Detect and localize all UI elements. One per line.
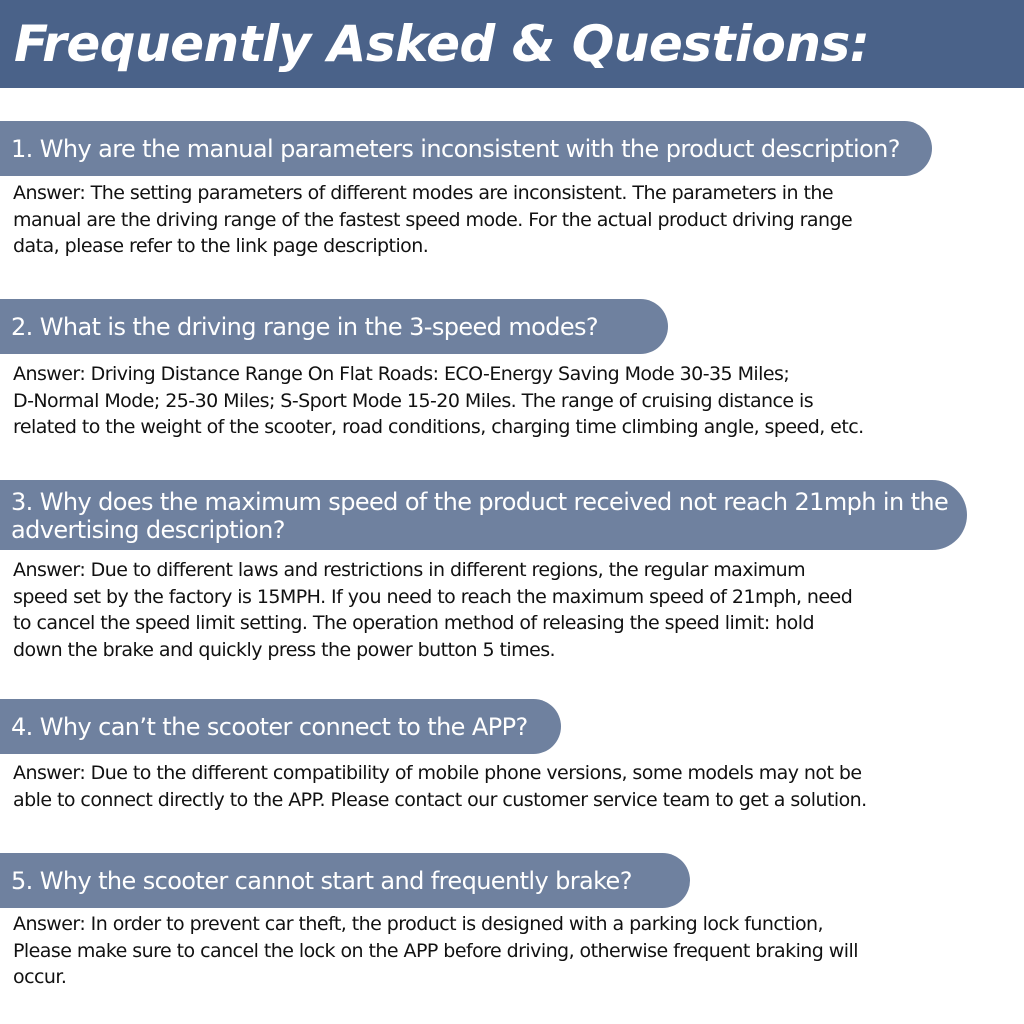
faq-question-5-text: 5. Why the scooter cannot start and frequently brake? <box>11 866 632 895</box>
faq-question-1-text: 1. Why are the manual parameters inconsistent with the product description? <box>11 134 900 163</box>
faq-question-3-text <box>11 488 948 544</box>
faq-answer-1-line-2: manual are the driving range of the fastest speed mode. For the actual product driving range <box>13 208 853 231</box>
faq-answer-3-line-1: Answer: Due to different laws and restrictions in different regions, the regular maximum <box>13 559 806 581</box>
faq-answer-4 <box>13 760 1013 813</box>
page-title: Frequently Asked & Questions: <box>14 15 870 73</box>
faq-answer-5-line-2: Please make sure to cancel the lock on the APP before driving, otherwise frequent braking will <box>13 939 858 962</box>
faq-question-3-line-2: advertising description? <box>11 516 285 544</box>
faq-answer-2 <box>13 361 1013 441</box>
faq-question-2 <box>0 299 668 354</box>
faq-answer-3-line-4: down the brake and quickly press the power button 5 times. <box>13 638 556 661</box>
faq-answer-2-line-1: Answer: Driving Distance Range On Flat Roads: ECO-Energy Saving Mode 30-35 Miles; <box>13 363 790 385</box>
faq-answer-3 <box>13 557 1013 663</box>
faq-question-4 <box>0 699 561 754</box>
faq-answer-1-line-3: data, please refer to the link page description. <box>13 235 429 257</box>
faq-answer-4-line-2: able to connect directly to the APP. Please contact our customer service team to get a solution. <box>13 788 867 811</box>
faq-question-3 <box>0 480 967 550</box>
faq-answer-3-line-3: to cancel the speed limit setting. The operation method of releasing the speed limit: hold <box>13 612 814 634</box>
faq-answer-2-line-2: D-Normal Mode; 25-30 Miles; S-Sport Mode 15-20 Miles. The range of cruising distance is <box>13 389 814 412</box>
faq-question-5 <box>0 853 690 908</box>
faq-answer-1-line-1: Answer: The setting parameters of different modes are inconsistent. The parameters in the <box>13 182 834 204</box>
faq-answer-5-line-3: occur. <box>13 966 67 988</box>
faq-question-1 <box>0 121 932 176</box>
faq-question-4-text: 4. Why can’t the scooter connect to the APP? <box>11 712 528 741</box>
header-banner <box>0 0 1024 88</box>
faq-answer-4-line-1: Answer: Due to the different compatibility of mobile phone versions, some models may not be <box>13 762 862 784</box>
faq-question-2-text: 2. What is the driving range in the 3-speed modes? <box>11 312 599 341</box>
faq-answer-5 <box>13 911 1013 991</box>
faq-answer-1 <box>13 180 1013 260</box>
faq-answer-2-line-3: related to the weight of the scooter, road conditions, charging time climbing angle, speed, etc. <box>13 416 864 438</box>
faq-answer-3-line-2: speed set by the factory is 15MPH. If you need to reach the maximum speed of 21mph, need <box>13 585 853 608</box>
faq-answer-5-line-1: Answer: In order to prevent car theft, the product is designed with a parking lock function, <box>13 913 823 935</box>
faq-question-3-line-1: 3. Why does the maximum speed of the product received not reach 21mph in the <box>11 488 949 516</box>
